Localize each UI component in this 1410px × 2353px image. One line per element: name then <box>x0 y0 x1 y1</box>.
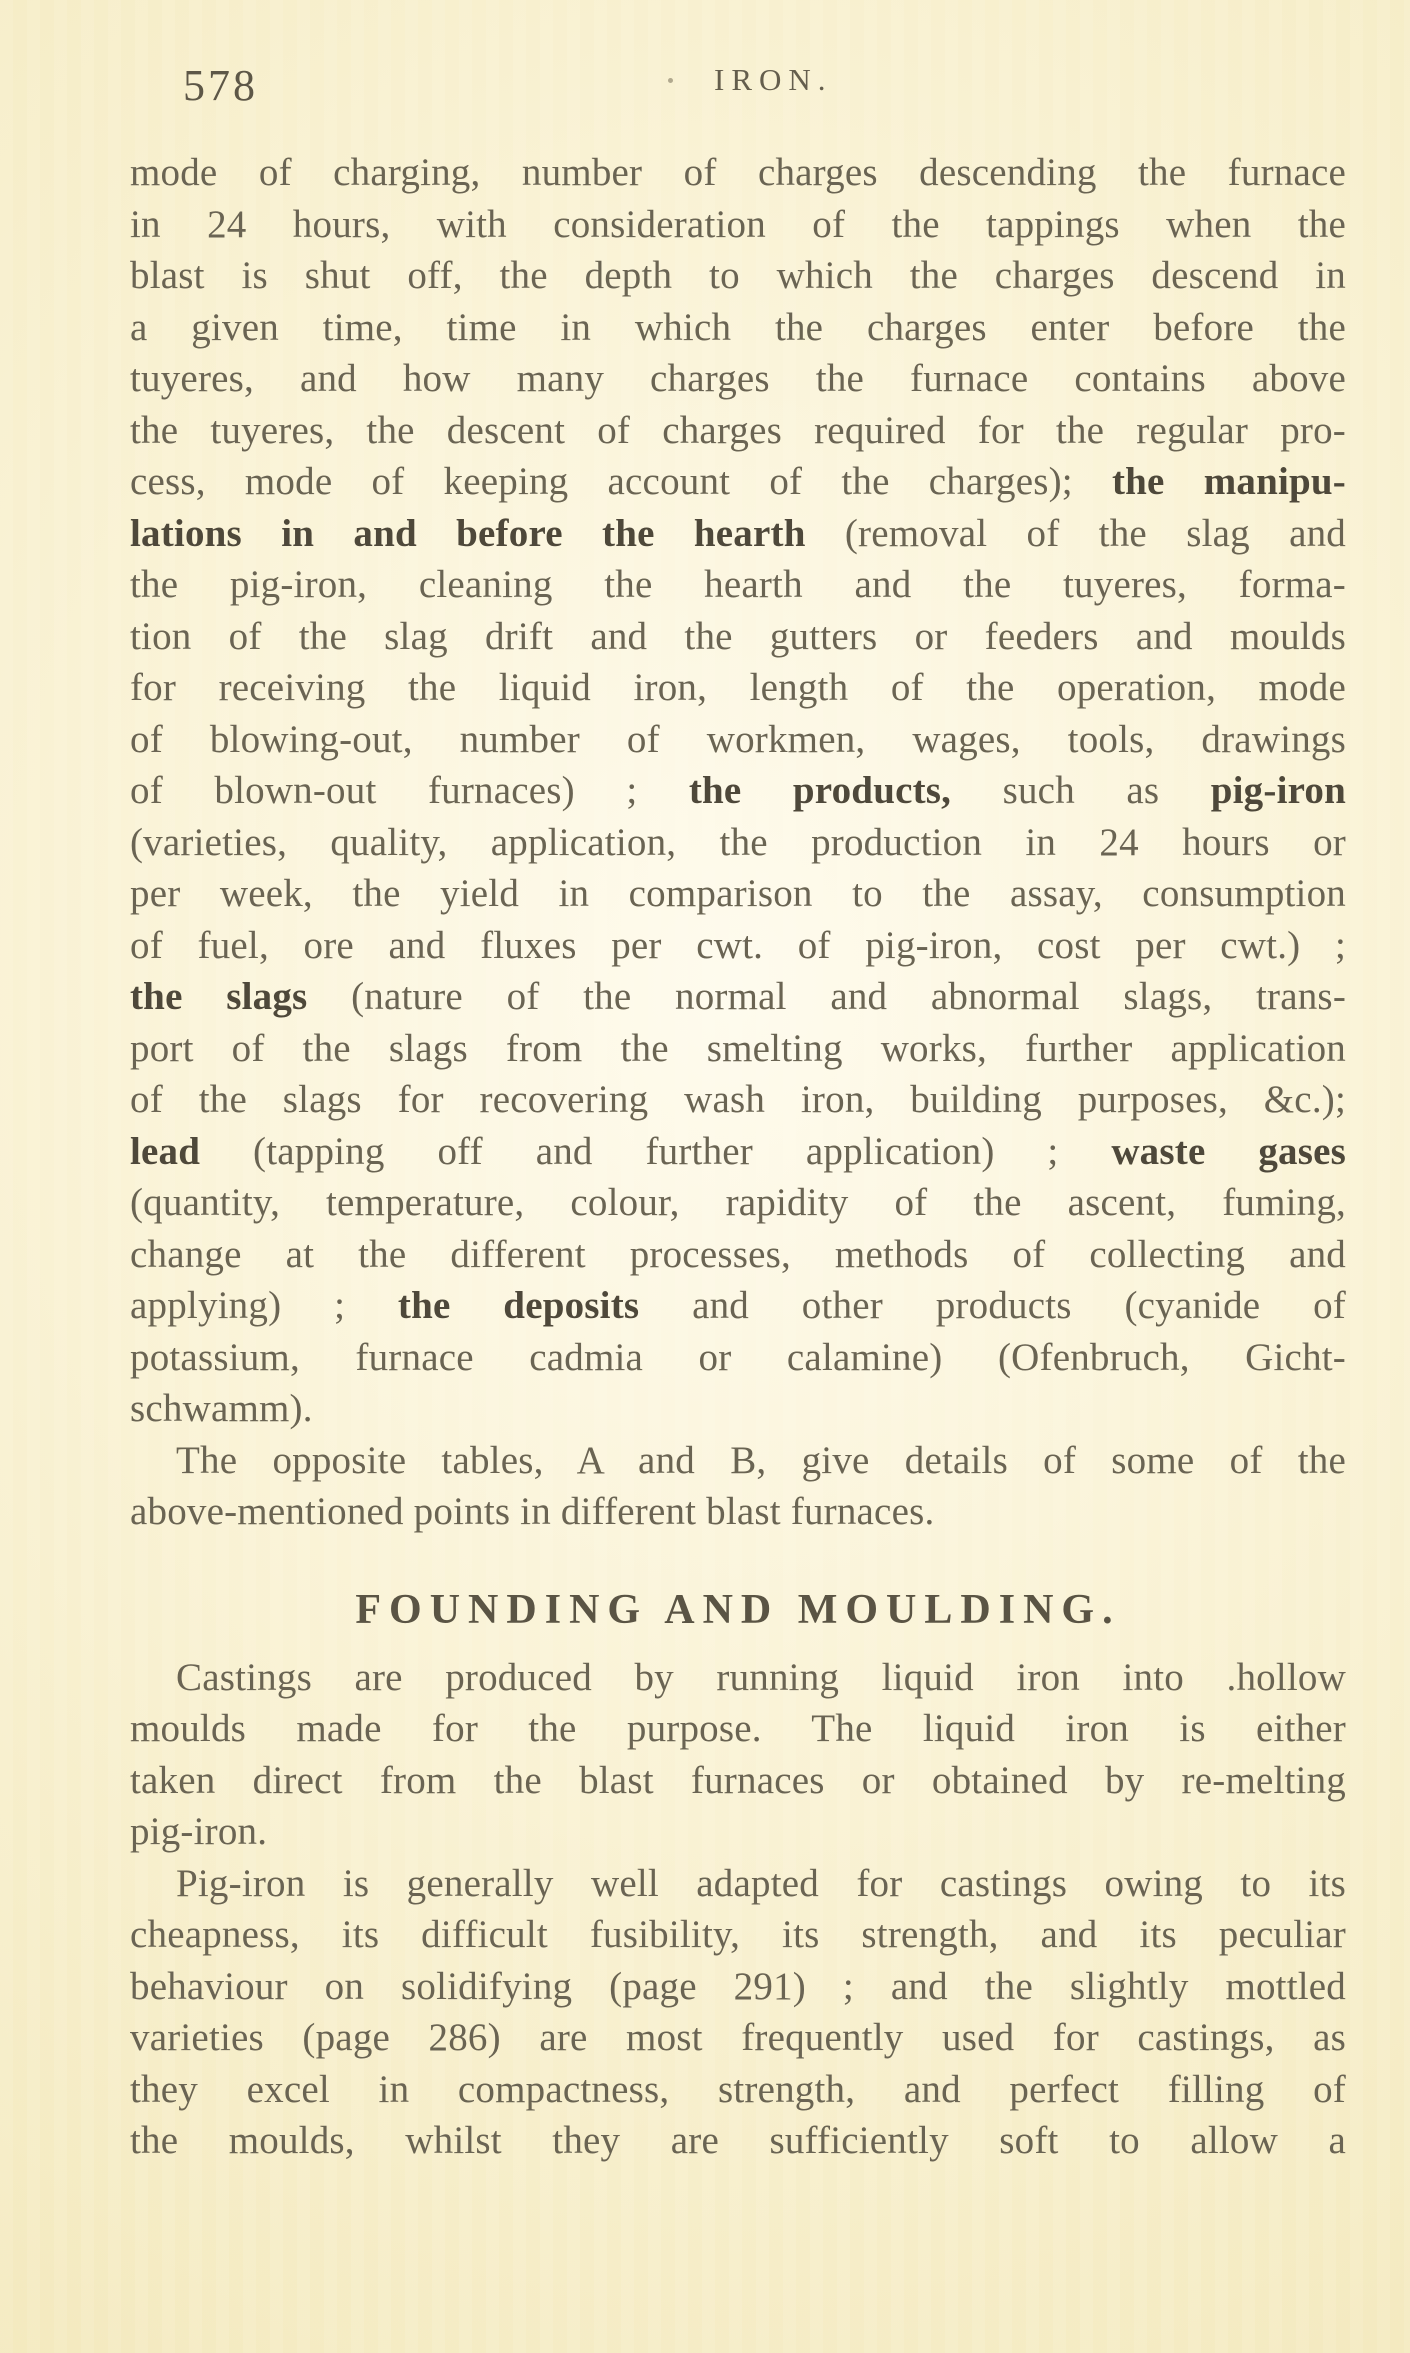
text-run: and other products (cyanide of <box>639 1284 1346 1327</box>
bold-text-run: lations in and before the hearth <box>130 511 806 555</box>
section-heading: FOUNDING AND MOULDING. <box>355 1586 1121 1633</box>
text-line <box>130 2012 1346 2064</box>
text-run: the moulds, whilst they are sufficiently soft to allow a <box>130 2119 1346 2162</box>
text-run: in 24 hours, with consideration of the tappings when the <box>130 202 1346 246</box>
text-line <box>130 508 1346 560</box>
text-line <box>130 2115 1346 2167</box>
text-line <box>130 1177 1346 1229</box>
text-line <box>130 199 1346 251</box>
text-run: of the slags for recovering wash iron, building purposes, &c.); <box>130 1078 1346 1121</box>
text-run: port of the slags from the smelting works, further application <box>130 1026 1346 1070</box>
text-line <box>130 971 1346 1023</box>
bold-text-run: the manipu- <box>1111 460 1346 503</box>
text-run: (nature of the normal and abnormal slags, trans- <box>307 975 1347 1018</box>
text-run: tuyeres, and how many charges the furnace contains above <box>130 357 1346 400</box>
text-run: potassium, furnace cadmia or calamine) (Ofenbruch, Gicht- <box>130 1335 1346 1379</box>
text-run: above-mentioned points in different blast furnaces. <box>130 1490 935 1533</box>
text-run: (quantity, temperature, colour, rapidity of the ascent, fuming, <box>130 1181 1346 1224</box>
paragraph <box>130 147 1346 1435</box>
running-title: IRON. <box>714 62 833 97</box>
text-line <box>130 1755 1346 1807</box>
text-line <box>130 868 1346 920</box>
text-run: (removal of the slag and <box>805 511 1346 555</box>
text-run: a given time, time in which the charges enter before the <box>130 305 1346 349</box>
text-run: Castings are produced by running liquid iron into .hollow <box>176 1655 1346 1699</box>
text-line <box>130 1806 1346 1858</box>
text-run: of blowing-out, number of workmen, wages, tools, drawings <box>130 717 1346 761</box>
text-line <box>130 1332 1346 1384</box>
text-run: pig-iron. <box>130 1810 268 1853</box>
text-line <box>130 920 1346 972</box>
text-run: change at the different processes, methods of collecting and <box>130 1232 1346 1276</box>
text-line <box>130 2064 1346 2116</box>
text-run: mode of charging, number of charges descending the furnace <box>130 151 1346 194</box>
text-run: tion of the slag drift and the gutters or feeders and moulds <box>130 614 1346 658</box>
text-run: cheapness, its difficult fusibility, its strength, and its peculiar <box>130 1913 1346 1956</box>
text-run: (tapping off and further application) ; <box>200 1129 1112 1173</box>
bold-text-run: waste gases <box>1111 1129 1346 1173</box>
bold-text-run: the products, <box>688 769 952 812</box>
text-line <box>130 353 1346 405</box>
text-line <box>130 1074 1346 1126</box>
text-line <box>130 1023 1346 1075</box>
page-header <box>0 56 1410 116</box>
text-run: taken direct from the blast furnaces or obtained by re-melting <box>130 1758 1346 1802</box>
paragraph <box>130 1435 1346 1538</box>
bold-text-run: the slags <box>130 975 308 1018</box>
bold-text-run: the deposits <box>397 1284 640 1327</box>
text-line <box>130 147 1346 199</box>
text-line <box>130 1858 1346 1910</box>
text-run: blast is shut off, the depth to which the charges descend in <box>130 254 1346 297</box>
text-run: per week, the yield in comparison to the assay, consumption <box>130 872 1346 915</box>
bold-text-run: pig-iron <box>1210 769 1346 812</box>
text-run: moulds made for the purpose. The liquid iron is either <box>130 1707 1346 1750</box>
text-line <box>130 765 1346 817</box>
text-run: varieties (page 286) are most frequently used for castings, as <box>130 2016 1346 2059</box>
text-run: of fuel, ore and fluxes per cwt. of pig-iron, cost per cwt.) ; <box>130 923 1346 967</box>
text-line <box>130 1126 1346 1178</box>
text-run: for receiving the liquid iron, length of the operation, mode <box>130 666 1346 709</box>
text-line <box>130 559 1346 611</box>
text-run: the pig-iron, cleaning the hearth and the tuyeres, forma- <box>130 563 1346 606</box>
text-run: Pig-iron is generally well adapted for castings owing to its <box>176 1861 1346 1905</box>
text-line <box>130 714 1346 766</box>
text-line <box>130 302 1346 354</box>
text-line <box>130 662 1346 714</box>
text-line <box>130 250 1346 302</box>
text-column <box>130 147 1346 2167</box>
text-run: The opposite tables, A and B, give details of some of the <box>176 1438 1346 1482</box>
text-line <box>130 1486 1346 1538</box>
text-run: they excel in compactness, strength, and perfect filling of <box>130 2067 1346 2111</box>
text-line <box>130 1703 1346 1755</box>
text-line <box>130 1383 1346 1435</box>
text-line <box>130 1280 1346 1332</box>
page-number: 578 <box>183 61 258 110</box>
text-run: applying) ; <box>130 1284 398 1327</box>
text-line <box>130 405 1346 457</box>
text-run: such as <box>951 769 1211 812</box>
text-run: the tuyeres, the descent of charges required for the regular pro- <box>130 408 1346 452</box>
text-line <box>130 456 1346 508</box>
paragraph <box>130 1858 1346 2167</box>
text-run: cess, mode of keeping account of the charges); <box>130 460 1112 503</box>
text-line <box>130 1961 1346 2013</box>
text-line <box>130 1909 1346 1961</box>
text-run: of blown-out furnaces) ; <box>130 769 689 812</box>
paragraph <box>130 1652 1346 1858</box>
text-run: behaviour on solidifying (page 291) ; and the slightly mottled <box>130 1964 1346 2008</box>
text-line <box>130 1229 1346 1281</box>
text-run: (varieties, quality, application, the production in 24 hours or <box>130 820 1346 864</box>
text-line <box>130 1435 1346 1487</box>
ink-speck <box>668 78 673 83</box>
text-line <box>130 817 1346 869</box>
bold-text-run: lead <box>130 1129 201 1173</box>
text-line <box>130 1652 1346 1704</box>
text-run: schwamm). <box>130 1387 313 1430</box>
text-line <box>130 611 1346 663</box>
